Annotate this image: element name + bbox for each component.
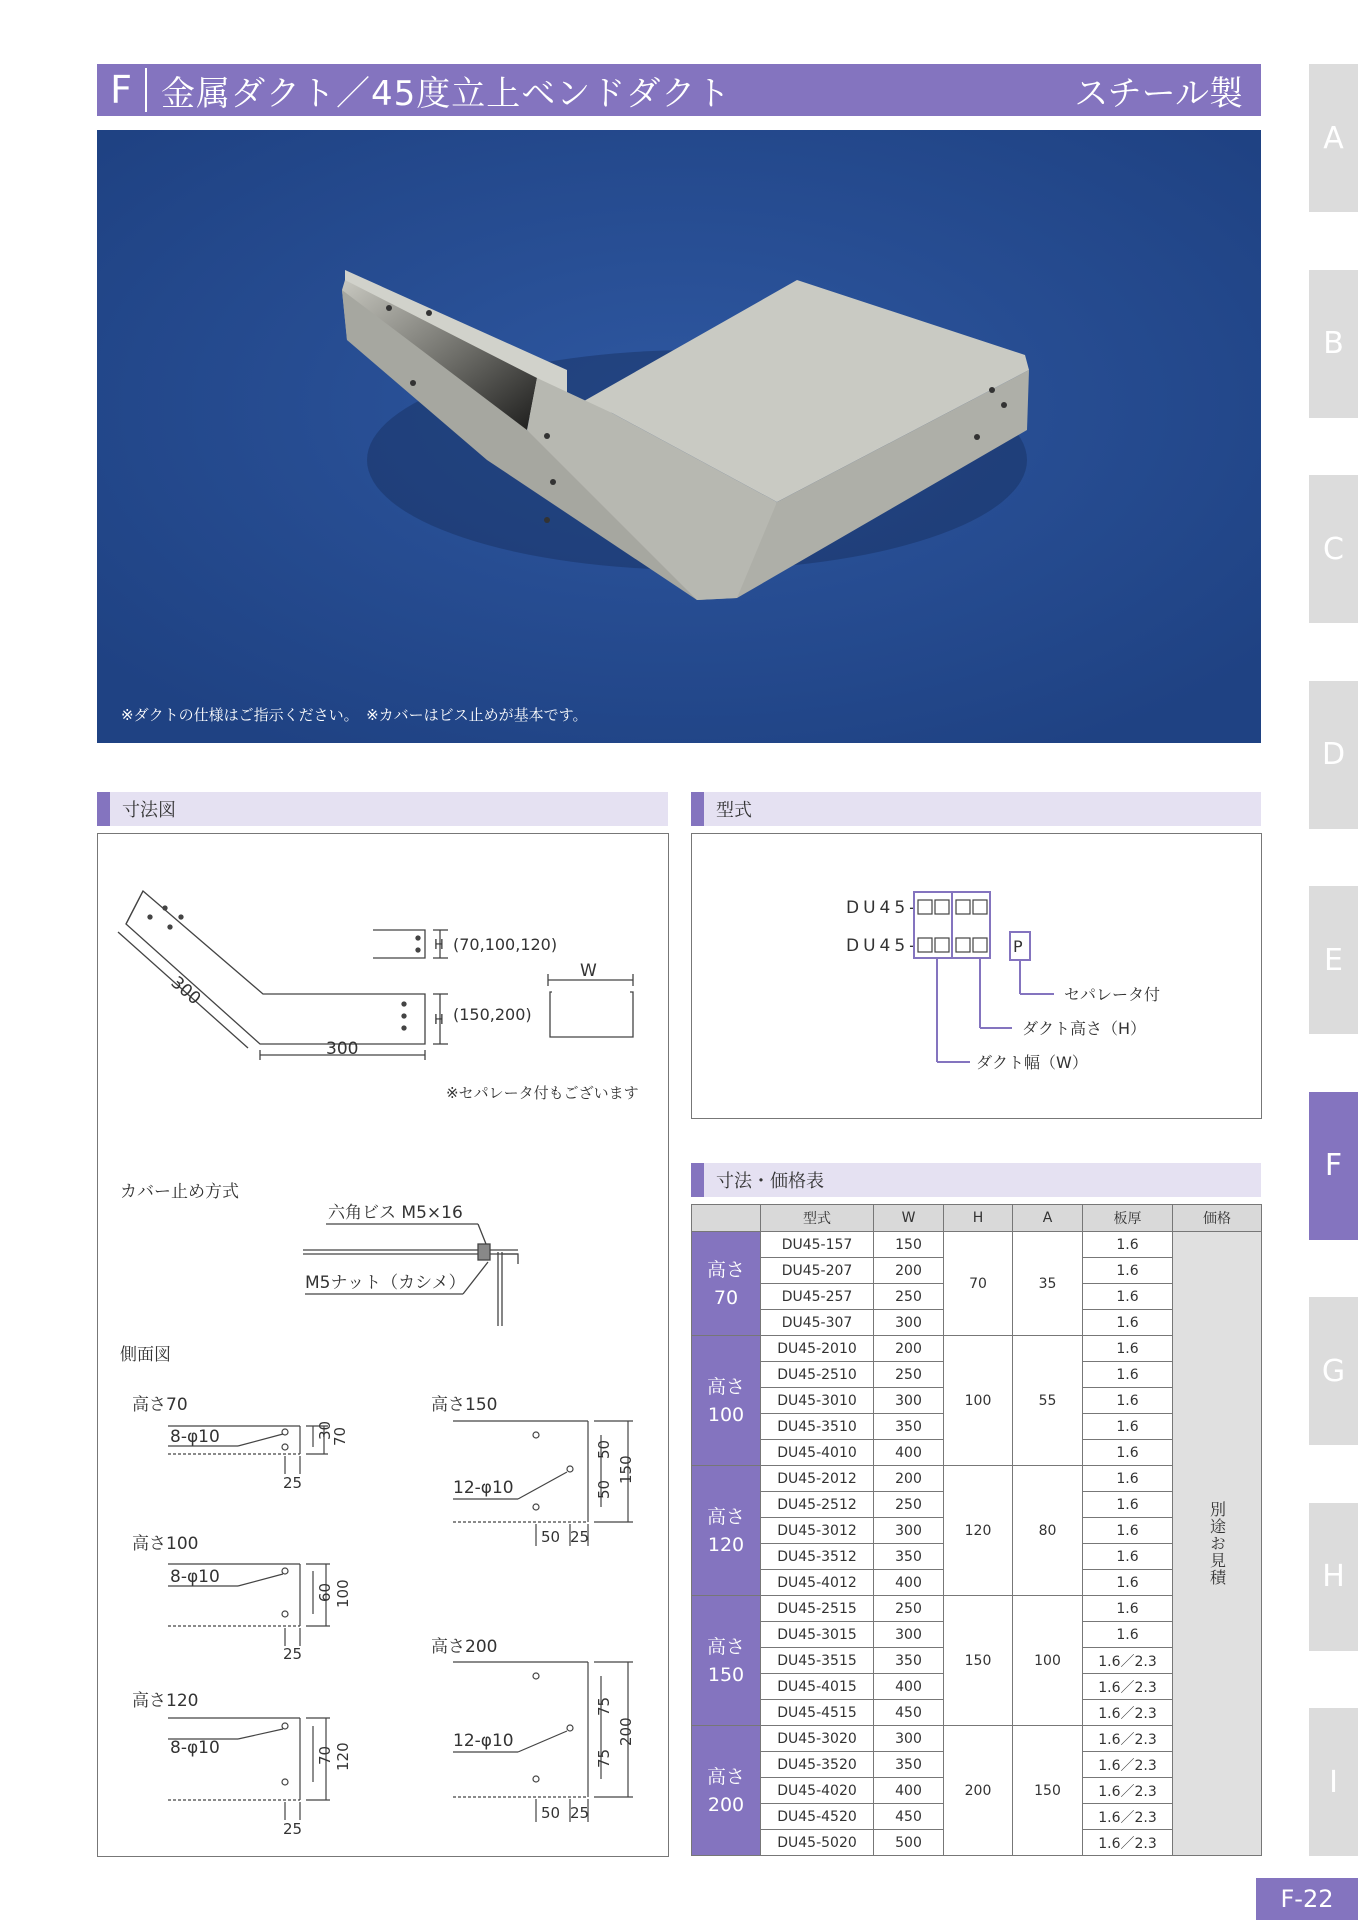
cell-w: 350 xyxy=(874,1752,944,1778)
cell-w: 250 xyxy=(874,1492,944,1518)
cell-w: 200 xyxy=(874,1258,944,1284)
cell-model: DU45-4515 xyxy=(761,1700,874,1726)
height-label: ダクト高さ（H） xyxy=(1022,1019,1147,1038)
cell-w: 450 xyxy=(874,1700,944,1726)
cell-h: 150 xyxy=(944,1596,1013,1726)
separator-note: ※セパレータ付もございます xyxy=(446,1084,639,1102)
cell-w: 350 xyxy=(874,1544,944,1570)
section-model-header xyxy=(691,792,1261,826)
svg-text:30: 30 xyxy=(316,1420,334,1440)
svg-text:200: 200 xyxy=(617,1717,635,1746)
cell-model: DU45-3012 xyxy=(761,1518,874,1544)
cell-thickness: 1.6 xyxy=(1083,1414,1173,1440)
cell-thickness: 1.6／2.3 xyxy=(1083,1648,1173,1674)
cell-model: DU45-4010 xyxy=(761,1440,874,1466)
cell-w: 350 xyxy=(874,1414,944,1440)
cell-w: 450 xyxy=(874,1804,944,1830)
svg-text:120: 120 xyxy=(334,1742,352,1771)
svg-text:100: 100 xyxy=(334,1579,352,1608)
side-tab-g[interactable]: G xyxy=(1309,1297,1358,1445)
section-title: 型式 xyxy=(716,800,752,821)
svg-text:高さ120: 高さ120 xyxy=(132,1691,199,1711)
table-row xyxy=(692,1232,1262,1258)
cell-w: 250 xyxy=(874,1362,944,1388)
side-tab-d[interactable]: D xyxy=(1309,681,1358,829)
cell-thickness: 1.6／2.3 xyxy=(1083,1700,1173,1726)
cell-w: 250 xyxy=(874,1596,944,1622)
cell-a: 55 xyxy=(1013,1336,1083,1466)
page-number: F-22 xyxy=(1256,1878,1358,1920)
svg-text:25: 25 xyxy=(283,1645,303,1663)
cell-w: 400 xyxy=(874,1674,944,1700)
section-marker xyxy=(97,792,110,826)
cell-thickness: 1.6 xyxy=(1083,1492,1173,1518)
cell-model: DU45-3015 xyxy=(761,1622,874,1648)
cell-a: 150 xyxy=(1013,1726,1083,1856)
group-label-value: 200 xyxy=(707,1793,745,1816)
cell-w: 300 xyxy=(874,1726,944,1752)
header-model: 型式 xyxy=(761,1205,874,1232)
cell-a: 80 xyxy=(1013,1466,1083,1596)
group-label-value: 100 xyxy=(707,1403,745,1426)
side-tab-c[interactable]: C xyxy=(1309,475,1358,623)
model-code-2: DU45- xyxy=(846,936,920,956)
svg-text:高さ150: 高さ150 xyxy=(431,1395,498,1415)
title-bar xyxy=(97,64,1261,116)
side-tab-b[interactable]: B xyxy=(1309,270,1358,418)
svg-text:高さ70: 高さ70 xyxy=(132,1395,188,1415)
svg-text:50: 50 xyxy=(595,1439,613,1459)
model-code-diagram xyxy=(692,834,1261,1118)
cell-model: DU45-2010 xyxy=(761,1336,874,1362)
cell-w: 150 xyxy=(874,1232,944,1258)
cell-a: 100 xyxy=(1013,1596,1083,1726)
price-table xyxy=(691,1204,1262,1856)
svg-text:8-φ10: 8-φ10 xyxy=(170,1567,220,1587)
svg-text:高さ200: 高さ200 xyxy=(431,1637,498,1657)
group-label-value: 70 xyxy=(713,1286,739,1309)
cell-model: DU45-5020 xyxy=(761,1830,874,1856)
cell-model: DU45-2512 xyxy=(761,1492,874,1518)
cell-thickness: 1.6／2.3 xyxy=(1083,1804,1173,1830)
cell-h: 70 xyxy=(944,1232,1013,1336)
side-h70 xyxy=(132,1395,349,1492)
cell-thickness: 1.6 xyxy=(1083,1570,1173,1596)
cell-thickness: 1.6／2.3 xyxy=(1083,1830,1173,1856)
cell-thickness: 1.6 xyxy=(1083,1388,1173,1414)
cell-thickness: 1.6 xyxy=(1083,1622,1173,1648)
cell-thickness: 1.6 xyxy=(1083,1310,1173,1336)
svg-text:8-φ10: 8-φ10 xyxy=(170,1738,220,1758)
side-h150 xyxy=(431,1395,635,1546)
cell-thickness: 1.6 xyxy=(1083,1466,1173,1492)
h-label-large: H xyxy=(434,1013,444,1028)
svg-text:50: 50 xyxy=(541,1528,561,1546)
cell-w: 250 xyxy=(874,1284,944,1310)
separator-code: P xyxy=(1013,937,1023,956)
header-thickness: 板厚 xyxy=(1083,1205,1173,1232)
cell-w: 300 xyxy=(874,1622,944,1648)
cell-model: DU45-3510 xyxy=(761,1414,874,1440)
cell-w: 400 xyxy=(874,1570,944,1596)
width-label: ダクト幅（W） xyxy=(976,1053,1088,1072)
cell-thickness: 1.6 xyxy=(1083,1596,1173,1622)
cell-w: 300 xyxy=(874,1518,944,1544)
dim-len1: 300 xyxy=(166,972,205,1010)
cell-w: 200 xyxy=(874,1466,944,1492)
cell-thickness: 1.6／2.3 xyxy=(1083,1778,1173,1804)
svg-text:50: 50 xyxy=(541,1804,561,1822)
group-label-text: 高さ xyxy=(706,1375,745,1398)
header-blank xyxy=(692,1205,761,1232)
cell-model: DU45-157 xyxy=(761,1232,874,1258)
svg-text:25: 25 xyxy=(283,1820,303,1838)
cell-h: 100 xyxy=(944,1336,1013,1466)
svg-text:12-φ10: 12-φ10 xyxy=(453,1731,514,1751)
h-range-large: (150,200) xyxy=(453,1005,532,1024)
section-title: 寸法・価格表 xyxy=(716,1171,824,1192)
height-group-label xyxy=(692,1466,761,1596)
cell-model: DU45-4012 xyxy=(761,1570,874,1596)
cell-w: 300 xyxy=(874,1310,944,1336)
svg-text:8-φ10: 8-φ10 xyxy=(170,1427,220,1447)
svg-text:50: 50 xyxy=(595,1479,613,1499)
table-header-row xyxy=(692,1205,1262,1232)
cell-model: DU45-4020 xyxy=(761,1778,874,1804)
group-label-text: 高さ xyxy=(706,1635,745,1658)
svg-text:150: 150 xyxy=(617,1455,635,1484)
cell-w: 500 xyxy=(874,1830,944,1856)
separator-label: セパレータ付 xyxy=(1064,985,1161,1004)
height-group-label xyxy=(692,1336,761,1466)
svg-text:25: 25 xyxy=(570,1528,590,1546)
cell-price xyxy=(1173,1232,1262,1856)
side-tab-a[interactable]: A xyxy=(1309,64,1358,212)
cell-thickness: 1.6／2.3 xyxy=(1083,1726,1173,1752)
cell-model: DU45-3020 xyxy=(761,1726,874,1752)
side-h120 xyxy=(132,1691,352,1838)
side-views xyxy=(98,834,668,1856)
cell-thickness: 1.6／2.3 xyxy=(1083,1752,1173,1778)
side-tab-f[interactable]: F xyxy=(1309,1092,1358,1240)
cell-h: 120 xyxy=(944,1466,1013,1596)
svg-text:75: 75 xyxy=(595,1748,613,1768)
nut-label: M5ナット（カシメ） xyxy=(305,1273,466,1293)
dim-len2: 300 xyxy=(326,1039,359,1059)
cell-model: DU45-3520 xyxy=(761,1752,874,1778)
group-label-value: 120 xyxy=(707,1533,745,1556)
cell-thickness: 1.6 xyxy=(1083,1258,1173,1284)
header-price: 価格 xyxy=(1173,1205,1262,1232)
model-code-1: DU45- xyxy=(846,898,920,918)
height-group-label xyxy=(692,1596,761,1726)
cell-thickness: 1.6 xyxy=(1083,1518,1173,1544)
group-label-text: 高さ xyxy=(706,1765,745,1788)
header-a: A xyxy=(1013,1205,1083,1232)
cell-thickness: 1.6 xyxy=(1083,1362,1173,1388)
group-label-text: 高さ xyxy=(706,1258,745,1281)
svg-text:75: 75 xyxy=(595,1696,613,1716)
cell-model: DU45-207 xyxy=(761,1258,874,1284)
height-group-label xyxy=(692,1232,761,1336)
h-label-small: H xyxy=(434,938,444,953)
category-letter: F xyxy=(97,68,147,112)
side-tab-e[interactable]: E xyxy=(1309,886,1358,1034)
header-w: W xyxy=(874,1205,944,1232)
cell-model: DU45-2515 xyxy=(761,1596,874,1622)
side-tab-h[interactable]: H xyxy=(1309,1503,1358,1651)
w-label: W xyxy=(580,961,597,981)
svg-text:25: 25 xyxy=(570,1804,590,1822)
price-note: 別途お見積 xyxy=(1207,1501,1227,1586)
cell-model: DU45-2510 xyxy=(761,1362,874,1388)
model-code-panel xyxy=(691,833,1262,1119)
page-title: 金属ダクト／45度立上ベンドダクト xyxy=(161,73,732,114)
group-label-text: 高さ xyxy=(706,1505,745,1528)
cell-a: 35 xyxy=(1013,1232,1083,1336)
cell-model: DU45-307 xyxy=(761,1310,874,1336)
side-h100 xyxy=(132,1534,352,1663)
cell-thickness: 1.6 xyxy=(1083,1544,1173,1570)
cover-title: カバー止め方式 xyxy=(120,1182,239,1202)
side-h200 xyxy=(431,1637,635,1822)
side-view-title: 側面図 xyxy=(120,1345,171,1365)
cell-model: DU45-4520 xyxy=(761,1804,874,1830)
cell-model: DU45-3515 xyxy=(761,1648,874,1674)
h-range-small: (70,100,120) xyxy=(453,935,558,954)
table-body xyxy=(692,1232,1262,1856)
cell-model: DU45-3512 xyxy=(761,1544,874,1570)
header-h: H xyxy=(944,1205,1013,1232)
cell-w: 300 xyxy=(874,1388,944,1414)
material-label: スチール製 xyxy=(1074,73,1243,114)
svg-text:12-φ10: 12-φ10 xyxy=(453,1478,514,1498)
cell-w: 400 xyxy=(874,1440,944,1466)
section-dimension-header xyxy=(97,792,668,826)
section-table-header xyxy=(691,1163,1261,1197)
cell-w: 350 xyxy=(874,1648,944,1674)
cell-h: 200 xyxy=(944,1726,1013,1856)
cell-thickness: 1.6 xyxy=(1083,1284,1173,1310)
bolt-label: 六角ビス M5×16 xyxy=(328,1203,463,1223)
section-title: 寸法図 xyxy=(122,800,176,821)
cell-thickness: 1.6 xyxy=(1083,1232,1173,1258)
product-photo xyxy=(97,130,1261,743)
svg-text:25: 25 xyxy=(283,1474,303,1492)
cell-thickness: 1.6 xyxy=(1083,1336,1173,1362)
cell-w: 400 xyxy=(874,1778,944,1804)
cell-thickness: 1.6／2.3 xyxy=(1083,1674,1173,1700)
cell-w: 200 xyxy=(874,1336,944,1362)
svg-text:70: 70 xyxy=(316,1745,334,1765)
cell-model: DU45-4015 xyxy=(761,1674,874,1700)
section-marker xyxy=(691,1163,704,1197)
photo-note: ※ダクトの仕様はご指示ください。 ※カバーはビス止めが基本です。 xyxy=(121,706,588,724)
svg-text:高さ100: 高さ100 xyxy=(132,1534,199,1554)
duct-illustration xyxy=(97,130,1261,743)
cell-model: DU45-2012 xyxy=(761,1466,874,1492)
height-group-label xyxy=(692,1726,761,1856)
group-label-value: 150 xyxy=(707,1663,745,1686)
cell-model: DU45-3010 xyxy=(761,1388,874,1414)
svg-text:70: 70 xyxy=(331,1426,349,1446)
svg-text:60: 60 xyxy=(316,1582,334,1602)
dimension-drawing-panel xyxy=(97,833,669,1857)
side-tab-i[interactable]: I xyxy=(1309,1708,1358,1856)
section-marker xyxy=(691,792,704,826)
cell-thickness: 1.6 xyxy=(1083,1440,1173,1466)
cell-model: DU45-257 xyxy=(761,1284,874,1310)
